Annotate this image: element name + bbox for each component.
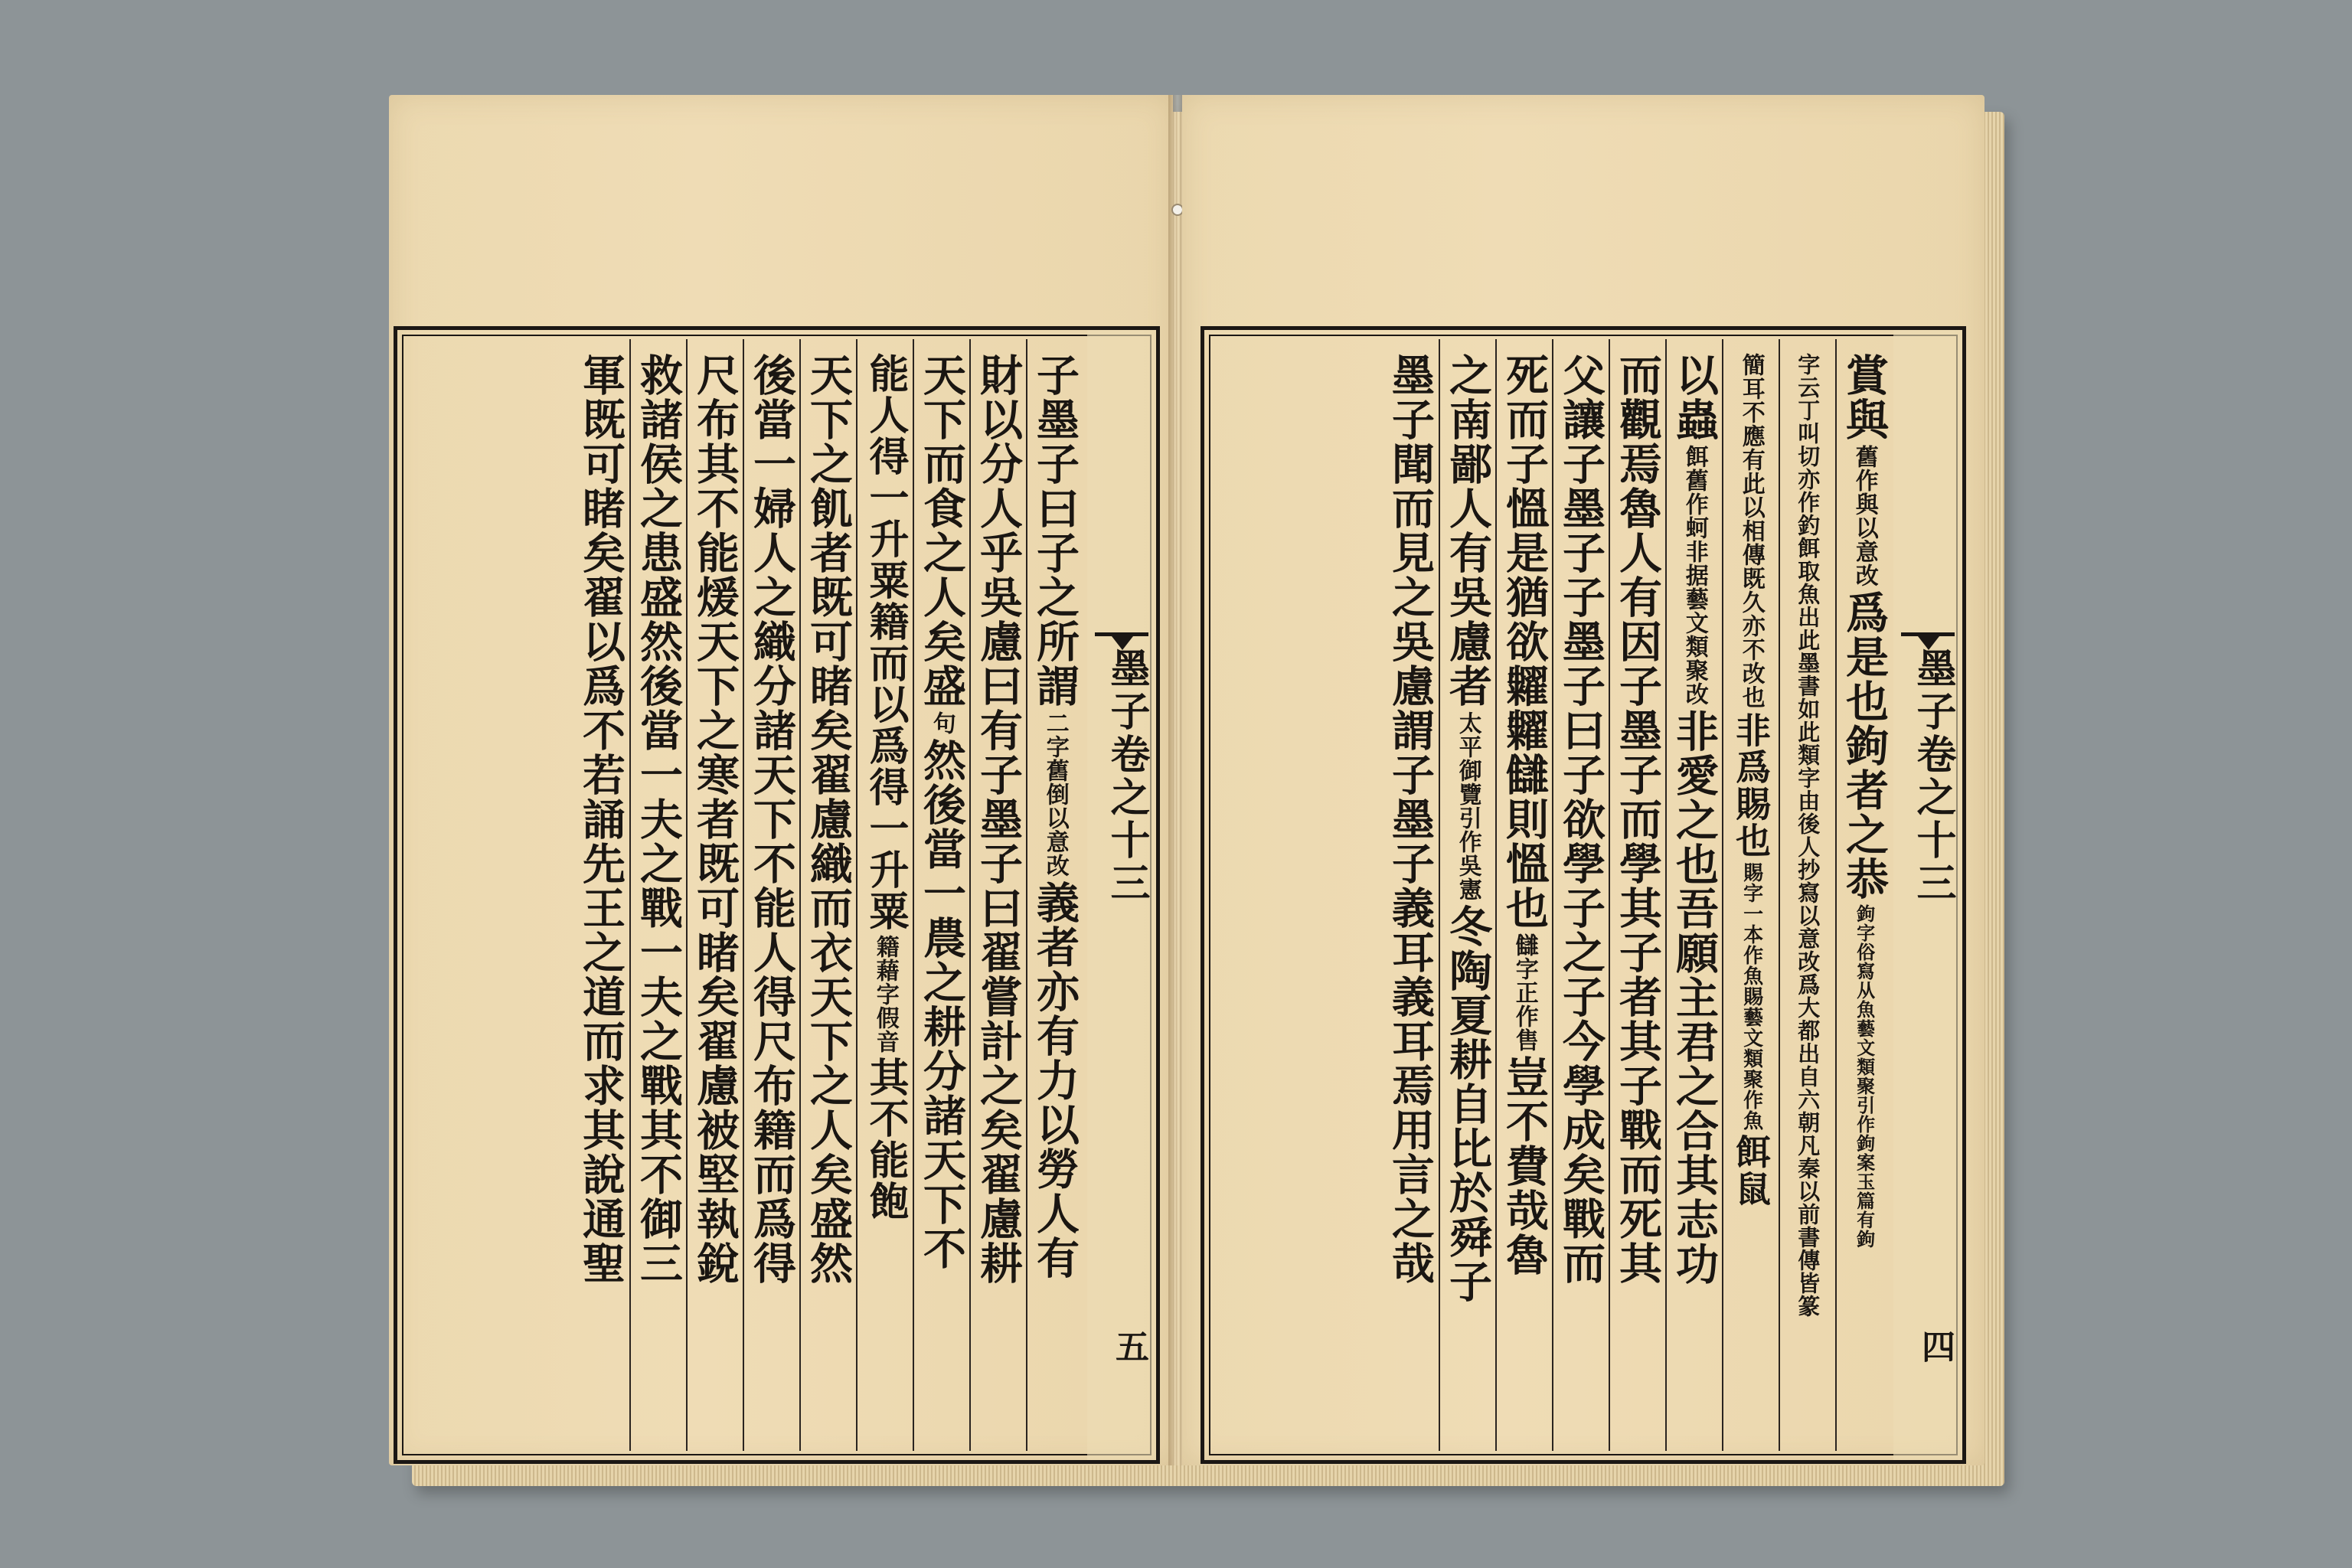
text-column: 賞與 舊作與以意改 爲是也鉤者之恭 鉤字俗寫从魚藝文類聚引作鉤案玉篇有鉤 bbox=[1835, 339, 1892, 1451]
left-leaf-number: 五 bbox=[1109, 1329, 1148, 1363]
open-book bbox=[389, 95, 1995, 1481]
right-text-frame bbox=[1200, 326, 1966, 1464]
text-column: 父讓子墨子子墨子曰子欲學子之子今學成矣戰而 bbox=[1552, 339, 1609, 1451]
text-column: 以蟲 餌舊作蚵非据藝文類聚改 非愛之也吾願主君之合其志功 bbox=[1665, 339, 1722, 1451]
right-spine-title: 墨子卷之十三 bbox=[1909, 648, 1956, 905]
left-page bbox=[389, 95, 1173, 1465]
left-spine-title: 墨子卷之十三 bbox=[1103, 648, 1150, 905]
left-page-center-column bbox=[1087, 330, 1156, 1460]
text-column: 尺布其不能煖天下之寒者既可睹矣翟慮被堅執銳 bbox=[686, 339, 743, 1451]
right-page-center-column bbox=[1893, 330, 1962, 1460]
left-text-frame bbox=[394, 326, 1160, 1464]
right-page bbox=[1182, 95, 1984, 1465]
text-column: 軍既可睹矣翟以爲不若誦先王之道而求其說通聖 bbox=[576, 353, 626, 1285]
right-text-columns bbox=[1204, 339, 1892, 1451]
text-column: 救諸侯之患盛然後當一夫之戰一夫之戰其不御三 bbox=[629, 339, 686, 1451]
right-leaf-number: 四 bbox=[1916, 1329, 1955, 1363]
text-column: 財以分人乎吳慮曰有子墨子曰翟嘗計之矣翟慮耕 bbox=[969, 339, 1026, 1451]
text-column: 天下而食之人矣盛 句 然後當一農之耕分諸天下不 bbox=[913, 339, 969, 1451]
text-column: 天下之飢者既可睹矣翟慮織而衣天下之人矣盛然 bbox=[799, 339, 856, 1451]
text-column: 子墨子曰子之所謂 二字舊倒以意改 義者亦有力以勞人有 bbox=[1026, 339, 1083, 1451]
text-column: 之南鄙人有吳慮者 太平御覽引作吳憲 冬陶夏耕自比於舜子 bbox=[1439, 339, 1495, 1451]
text-column: 字云丁叫切亦作釣餌取魚出此墨書如此類字由後人抄寫以意改爲大都出自六朝凡秦以前書傳皆篆 bbox=[1779, 339, 1835, 1451]
text-column: 而觀焉魯人有因子墨子而學其子者其子戰而死其 bbox=[1609, 339, 1665, 1451]
text-column: 簡耳不應有此以相傳既久亦不改也 非爲賜也 賜字一本作魚賜藝文類聚作魚 餌鼠 bbox=[1722, 339, 1779, 1451]
text-column: 後當一婦人之織分諸天下不能人得尺布籍而爲得 bbox=[743, 339, 799, 1451]
text-column: 墨子聞而見之吳慮謂子墨子義耳義耳焉用言之哉 bbox=[1385, 353, 1436, 1285]
text-column: 死而子慍是猶欲糶糶讎則慍也 讎字正作售 豈不費哉魯 bbox=[1495, 339, 1552, 1451]
left-text-columns bbox=[397, 339, 1083, 1451]
text-column: 能人得一升粟籍而以爲得一升粟 籍藉字假音 其不能飽 bbox=[856, 339, 913, 1451]
